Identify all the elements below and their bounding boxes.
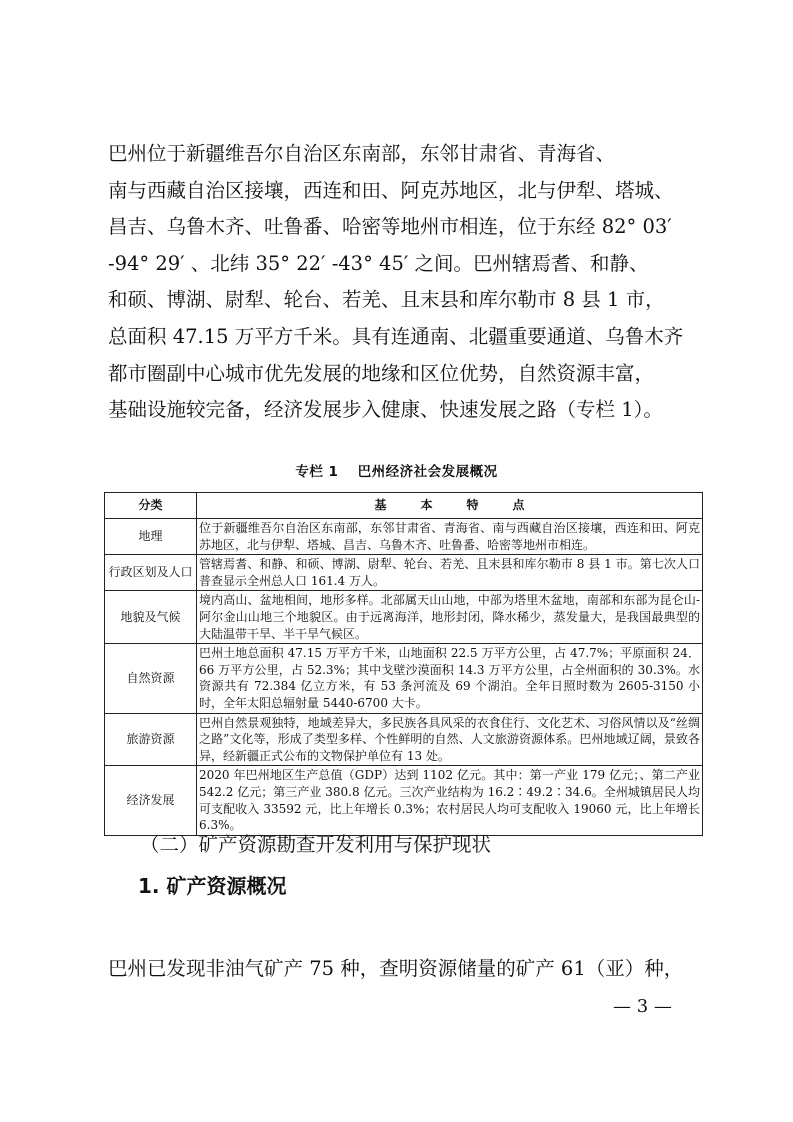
table-row [105, 713, 703, 766]
table-row [105, 519, 703, 555]
sub-heading: （二）矿产资源勘查开发利用与保护现状 [140, 833, 492, 856]
table-header-row [105, 493, 703, 519]
intro-paragraph [108, 136, 700, 429]
intro-line: 总面积 47.15 万平方千米。具有连通南、北疆重要通道、乌鲁木齐 [108, 324, 684, 348]
row-text: 位于新疆维吾尔自治区东南部，东邻甘肃省、青海省、南与西藏自治区接壤，西连和田、阿克苏地区，北与伊犁、塔城、昌吉、乌鲁木齐、吐鲁番、哈密等地州市相连。 [197, 519, 703, 555]
row-text: 2020 年巴州地区生产总值（GDP）达到 1102 亿元。其中：第一产业 179 亿元；、第二产业 542.2 亿元；第三产业 380.8 亿元。三次产业结构为 16.2∶49.2∶34.6。全州城镇居民人均可支配收入 33592 元，比上年增长 0.3%；农村居民人均可支配收入 19060 元，比上年增长 6.3%。 [197, 766, 703, 835]
intro-line: 基础设施较完备，经济发展步入健康、快速发展之路（专栏 1）。 [108, 398, 663, 422]
intro-line: 和硕、博湖、尉犁、轮台、若羌、且末县和库尔勒市 8 县 1 市， [108, 288, 665, 312]
row-category: 地貌及气候 [105, 591, 197, 644]
row-category: 自然资源 [105, 644, 197, 713]
table-title: 专栏 1 巴州经济社会发展概况 [295, 464, 498, 480]
row-text: 巴州自然景观独特，地域差异大，多民族各具风采的衣食住行、文化艺术、习俗风情以及“丝绸之路”文化等，形成了类型多样、个性鲜明的自然、人文旅游资源体系。巴州地域辽阔，景致各异，经新疆正式公布的文物保护单位有 13 处。 [197, 713, 703, 766]
row-text: 巴州土地总面积 47.15 万平方千米，山地面积 22.5 万平方公里，占 47.7%；平原面积 24．66 万平方公里，占 52.3%；其中戈壁沙漠面积 14.3 万平方公里，占全州面积的 30.3%。水资源共有 72.384 亿立方米，有 53 条河流及 69 个湖泊。全年日照时数为 2605-3150 小时，全年太阳总辐射量 5440-6700 大卡。 [197, 644, 703, 713]
table-row [105, 644, 703, 713]
row-category: 经济发展 [105, 766, 197, 835]
intro-line: 都市圈副中心城市优先发展的地缘和区位优势，自然资源丰富， [108, 361, 655, 385]
intro-line: 巴州位于新疆维吾尔自治区东南部，东邻甘肃省、青海省、 [108, 142, 616, 165]
page-number: — 3 — [613, 996, 672, 1017]
row-text: 管辖焉耆、和静、和硕、博湖、尉犁、轮台、若羌、且末县和库尔勒市 8 县 1 市。第七次人口普查显示全州总人口 161.4 万人。 [197, 555, 703, 591]
row-text: 境内高山、盆地相间，地形多样。北部属天山山地，中部为塔里木盆地，南部和东部为昆仑山-阿尔金山山地三个地貌区。由于远离海洋，地形封闭，降水稀少，蒸发量大，是我国最典型的大陆温带干旱、半干旱气候区。 [197, 591, 703, 644]
intro-line: 昌吉、乌鲁木齐、吐鲁番、哈密等地州市相连，位于东经 82° 03′ [108, 215, 672, 239]
section-heading: 1. 矿产资源概况 [138, 874, 287, 898]
intro-line: -94° 29′ 、北纬 35° 22′ -43° 45′ 之间。巴州辖焉耆、和静、 [108, 251, 649, 275]
closing-paragraph [108, 951, 700, 988]
header-category: 分类 [105, 493, 197, 519]
row-category: 地理 [105, 519, 197, 555]
closing-line: 巴州已发现非油气矿产 75 种，查明资源储量的矿产 61（亚）种， [108, 957, 684, 980]
table-row [105, 555, 703, 591]
intro-line: 南与西藏自治区接壤，西连和田、阿克苏地区，北与伊犁、塔城、 [108, 178, 674, 202]
table-row [105, 591, 703, 644]
header-features: 基本特点 [197, 493, 703, 519]
overview-table [104, 492, 703, 836]
row-category: 旅游资源 [105, 713, 197, 766]
row-category: 行政区划及人口 [105, 555, 197, 591]
table-row [105, 766, 703, 835]
